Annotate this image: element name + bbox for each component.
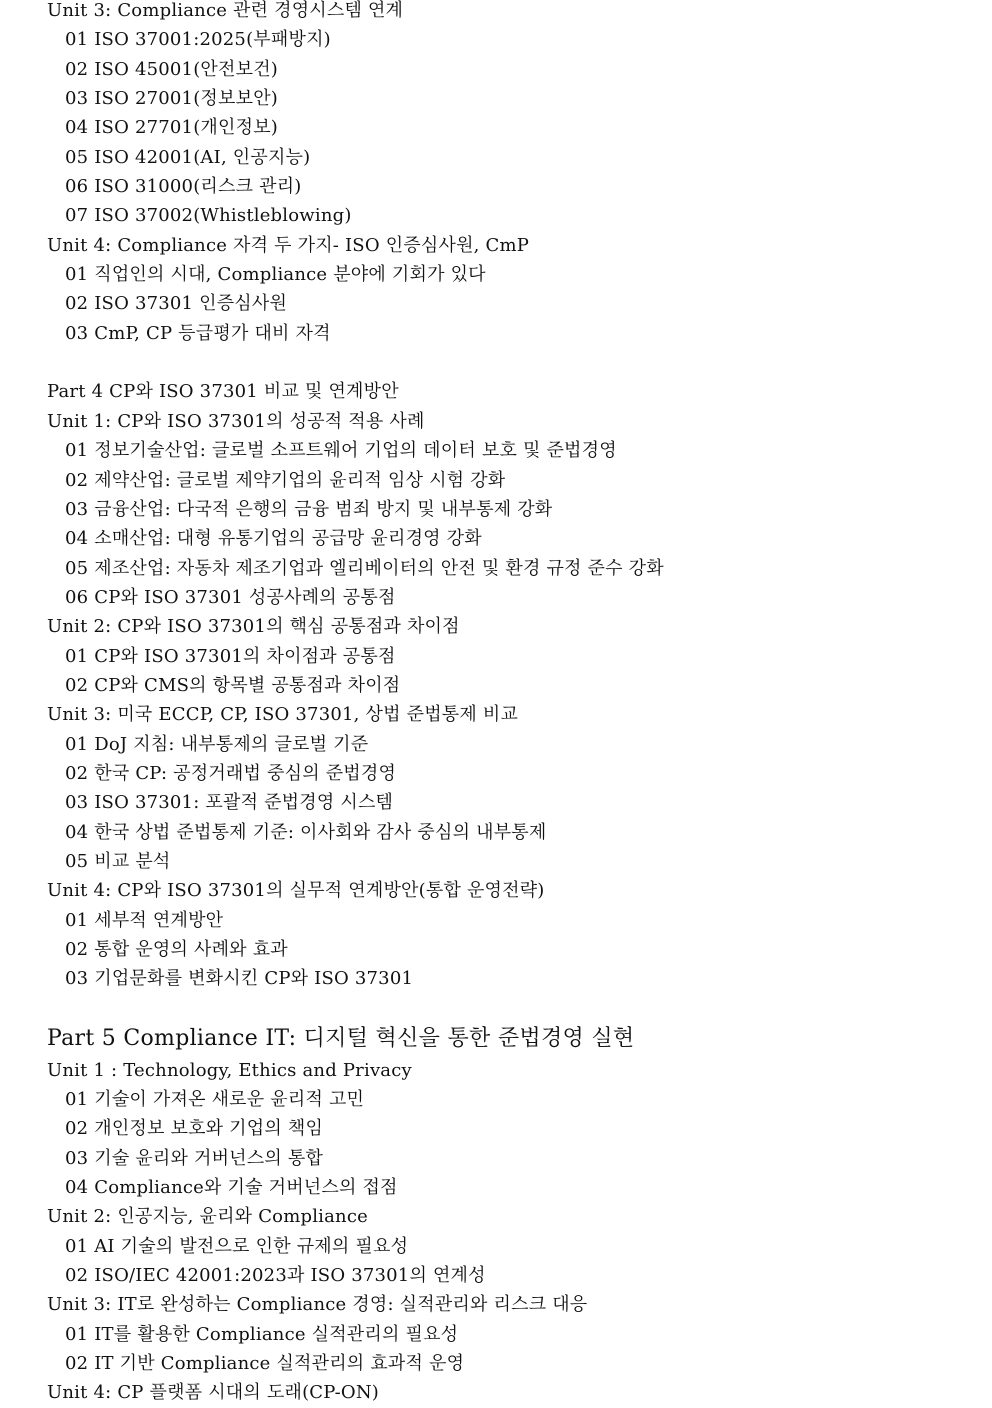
toc-unit-heading: Unit 3: Compliance 관련 경영시스템 연계 [47, 0, 404, 21]
toc-item: 02 IT 기반 Compliance 실적관리의 효과적 운영 [65, 1353, 465, 1375]
toc-item: 01 DoJ 지침: 내부통제의 글로벌 기준 [65, 733, 369, 755]
toc-item: 01 기술이 가져온 새로운 윤리적 고민 [65, 1089, 365, 1111]
toc-unit-heading: Unit 3: IT로 완성하는 Compliance 경영: 실적관리와 리스크 대응 [47, 1294, 588, 1316]
toc-item: 04 한국 상법 준법통제 기준: 이사회와 감사 중심의 내부통제 [65, 821, 547, 843]
toc-unit-heading: Unit 2: CP와 ISO 37301의 핵심 공통점과 차이점 [47, 616, 460, 638]
toc-item: 01 정보기술산업: 글로벌 소프트웨어 기업의 데이터 보호 및 준법경영 [65, 440, 617, 462]
toc-unit-heading: Unit 1 : Technology, Ethics and Privacy [47, 1059, 412, 1081]
toc-spacer [47, 994, 967, 1014]
toc-spacer [47, 348, 967, 377]
toc-item: 03 기술 윤리와 거버넌스의 통합 [65, 1147, 324, 1169]
toc-item: 02 개인정보 보호와 기업의 책임 [65, 1118, 324, 1140]
toc-unit-heading: Unit 3: 미국 ECCP, CP, ISO 37301, 상법 준법통제 비교 [47, 704, 519, 726]
toc-item: 03 CmP, CP 등급평가 대비 자격 [65, 322, 331, 344]
toc-item: 02 통합 운영의 사례와 효과 [65, 939, 288, 960]
toc-item: 02 한국 CP: 공정거래법 중심의 준법경영 [65, 762, 397, 784]
toc-item: 02 CP와 CMS의 항목별 공통점과 차이점 [65, 674, 401, 696]
toc-unit-heading: Unit 4: CP 플랫폼 시대의 도래(CP-ON) [47, 1382, 379, 1404]
toc-item: 06 CP와 ISO 37301 성공사례의 공통점 [65, 586, 396, 608]
toc-item: 02 ISO/IEC 42001:2023과 ISO 37301의 연계성 [65, 1265, 486, 1287]
toc-item: 03 기업문화를 변화시킨 CP와 ISO 37301 [65, 968, 414, 990]
toc-item: 02 ISO 45001(안전보건) [65, 58, 279, 80]
toc-item: 02 제약산업: 글로벌 제약기업의 윤리적 임상 시험 강화 [65, 469, 506, 491]
toc-item: 03 ISO 37301: 포괄적 준법경영 시스템 [65, 792, 394, 814]
toc-item: 07 ISO 37002(Whistleblowing) [65, 205, 352, 227]
toc-unit-heading: Unit 4: Compliance 자격 두 가지- ISO 인증심사원, CmP [47, 234, 530, 256]
toc-item: 03 금융산업: 다국적 은행의 금융 범죄 방지 및 내부통제 강화 [65, 498, 553, 520]
toc-unit-heading: Unit 2: 인공지능, 윤리와 Compliance [47, 1206, 368, 1228]
toc-item: 02 ISO 37301 인증심사원 [65, 293, 288, 315]
table-of-contents [47, 0, 967, 1408]
toc-part-heading: Part 5 Compliance IT: 디지털 혁신을 통한 준법경영 실현 [47, 1025, 635, 1051]
toc-item: 04 소매산업: 대형 유통기업의 공급망 윤리경영 강화 [65, 528, 482, 550]
toc-item: 03 ISO 27001(정보보안) [65, 88, 279, 110]
toc-unit-heading: Unit 1: CP와 ISO 37301의 성공적 적용 사례 [47, 410, 425, 432]
toc-item: 04 ISO 27701(개인정보) [65, 117, 279, 139]
toc-item: 01 IT를 활용한 Compliance 실적관리의 필요성 [65, 1323, 459, 1345]
toc-item: 05 ISO 42001(AI, 인공지능) [65, 146, 311, 168]
toc-item: 01 세부적 연계방안 [65, 909, 224, 931]
toc-item: 01 CP와 ISO 37301의 차이점과 공통점 [65, 645, 396, 667]
toc-item: 01 AI 기술의 발전으로 인한 규제의 필요성 [65, 1235, 409, 1257]
toc-item: 05 비교 분석 [65, 850, 171, 872]
toc-item: 01 ISO 37001:2025(부패방지) [65, 29, 331, 51]
toc-item: 05 제조산업: 자동차 제조기업과 엘리베이터의 안전 및 환경 규정 준수 강화 [65, 557, 664, 579]
toc-item: 04 Compliance와 기술 거버넌스의 접점 [65, 1177, 398, 1199]
toc-item: 06 ISO 31000(리스크 관리) [65, 176, 302, 198]
toc-item: 01 직업인의 시대, Compliance 분야에 기회가 있다 [65, 264, 486, 286]
toc-part-heading: Part 4 CP와 ISO 37301 비교 및 연계방안 [47, 381, 399, 403]
toc-unit-heading: Unit 4: CP와 ISO 37301의 실무적 연계방안(통합 운영전략) [47, 880, 545, 902]
